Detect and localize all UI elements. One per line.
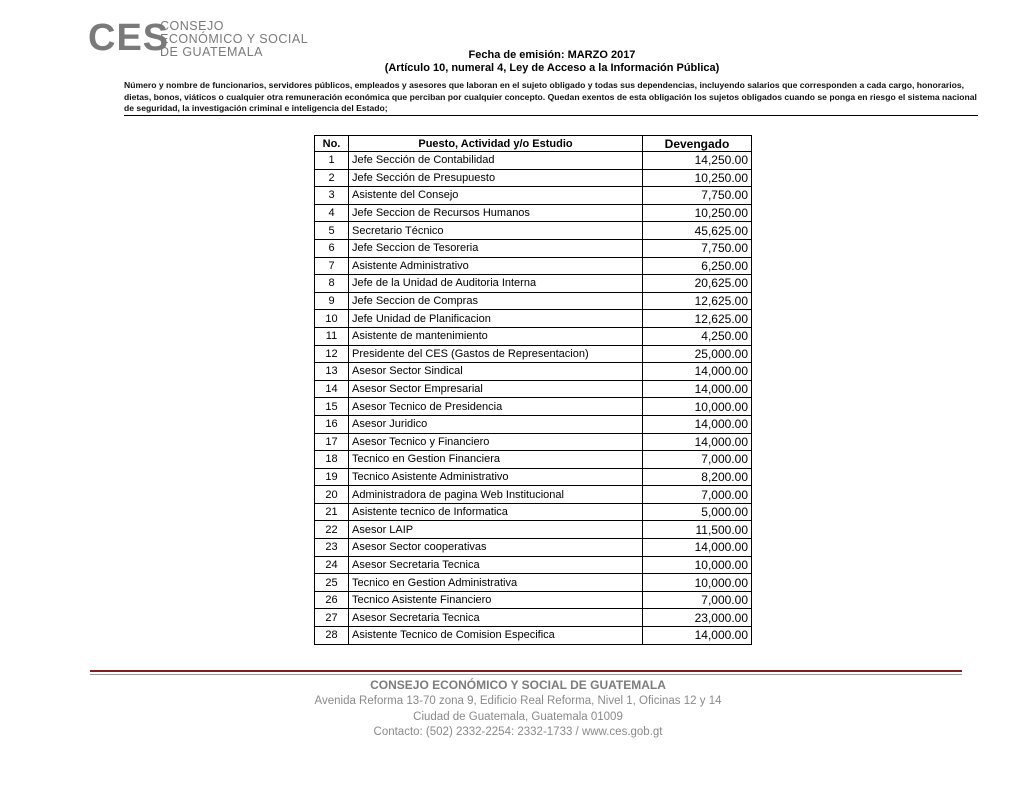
row-position: Tecnico Asistente Financiero xyxy=(349,591,643,609)
row-number: 15 xyxy=(315,398,349,416)
logo-line-3: DE GUATEMALA xyxy=(160,45,264,59)
row-number: 11 xyxy=(315,327,349,345)
row-number: 1 xyxy=(315,152,349,170)
footer-city: Ciudad de Guatemala, Guatemala 01009 xyxy=(413,711,623,723)
row-position: Asesor Sector cooperativas xyxy=(349,539,643,557)
table-body xyxy=(315,152,752,645)
row-position: Jefe Seccion de Compras xyxy=(349,292,643,310)
table-row xyxy=(315,169,752,187)
document-description: Número y nombre de funcionarios, servidores públicos, empleados y asesores que laboran en el sujeto obligado y todas sus dependencias, incluyendo salarios que corresponden a cada cargo, honorarios, dietas, bonos, viáticos o cualquier otra remuneración económica que perciban por cualquier concepto. Quedan exentos de esta obligación los sujetos obligados cuando se ponga en riesgo el sistema nacional de seguridad, la investigación criminal e inteligencia del Estado; xyxy=(124,80,977,113)
row-number: 19 xyxy=(315,468,349,486)
row-position: Tecnico en Gestion Financiera xyxy=(349,451,643,469)
issue-date-heading: Fecha de emisión: MARZO 2017 xyxy=(468,49,636,61)
row-earned: 7,000.00 xyxy=(643,591,752,609)
table-row xyxy=(315,521,752,539)
column-header-position: Puesto, Actividad y/o Estudio xyxy=(349,136,643,152)
row-number: 17 xyxy=(315,433,349,451)
row-earned: 14,000.00 xyxy=(643,539,752,557)
row-position: Jefe Unidad de Planificacion xyxy=(349,310,643,328)
table-row xyxy=(315,539,752,557)
table-row xyxy=(315,275,752,293)
row-position: Asesor Tecnico y Financiero xyxy=(349,433,643,451)
column-header-earned: Devengado xyxy=(643,136,752,152)
table-row xyxy=(315,591,752,609)
row-number: 18 xyxy=(315,451,349,469)
row-earned: 14,000.00 xyxy=(643,627,752,645)
footer-divider-gray xyxy=(90,674,962,675)
description-divider xyxy=(124,115,978,116)
table-header-row xyxy=(315,136,752,152)
row-number: 22 xyxy=(315,521,349,539)
row-position: Administradora de pagina Web Institucional xyxy=(349,486,643,504)
row-earned: 20,625.00 xyxy=(643,275,752,293)
table-row xyxy=(315,239,752,257)
row-position: Asesor Juridico xyxy=(349,415,643,433)
row-number: 12 xyxy=(315,345,349,363)
column-header-number: No. xyxy=(315,136,349,152)
row-earned: 7,000.00 xyxy=(643,486,752,504)
row-position: Asesor LAIP xyxy=(349,521,643,539)
row-earned: 10,000.00 xyxy=(643,556,752,574)
row-number: 20 xyxy=(315,486,349,504)
row-position: Asesor Sector Empresarial xyxy=(349,380,643,398)
row-earned: 7,750.00 xyxy=(643,239,752,257)
row-position: Jefe Sección de Contabilidad xyxy=(349,152,643,170)
row-position: Jefe de la Unidad de Auditoria Interna xyxy=(349,275,643,293)
row-number: 24 xyxy=(315,556,349,574)
row-earned: 14,000.00 xyxy=(643,363,752,381)
salary-table xyxy=(314,135,752,645)
row-position: Asesor Secretaria Tecnica xyxy=(349,556,643,574)
row-position: Asistente del Consejo xyxy=(349,187,643,205)
row-number: 23 xyxy=(315,539,349,557)
row-earned: 14,000.00 xyxy=(643,415,752,433)
table-row xyxy=(315,345,752,363)
table-row xyxy=(315,627,752,645)
table-row xyxy=(315,204,752,222)
row-earned: 10,250.00 xyxy=(643,169,752,187)
row-position: Asesor Tecnico de Presidencia xyxy=(349,398,643,416)
row-position: Tecnico en Gestion Administrativa xyxy=(349,574,643,592)
footer-contact: Contacto: (502) 2332-2254: 2332-1733 / www.ces.gob.gt xyxy=(373,726,663,738)
table-row xyxy=(315,574,752,592)
table-row xyxy=(315,468,752,486)
row-position: Asistente Tecnico de Comision Especifica xyxy=(349,627,643,645)
row-position: Asistente tecnico de Informatica xyxy=(349,503,643,521)
table-row xyxy=(315,486,752,504)
row-number: 8 xyxy=(315,275,349,293)
row-earned: 25,000.00 xyxy=(643,345,752,363)
row-position: Tecnico Asistente Administrativo xyxy=(349,468,643,486)
row-number: 7 xyxy=(315,257,349,275)
row-number: 14 xyxy=(315,380,349,398)
row-number: 6 xyxy=(315,239,349,257)
row-earned: 10,250.00 xyxy=(643,204,752,222)
table-row xyxy=(315,433,752,451)
row-position: Asistente de mantenimiento xyxy=(349,327,643,345)
table-row xyxy=(315,415,752,433)
row-position: Secretario Técnico xyxy=(349,222,643,240)
row-number: 4 xyxy=(315,204,349,222)
row-number: 25 xyxy=(315,574,349,592)
footer-organization: CONSEJO ECONÓMICO Y SOCIAL DE GUATEMALA xyxy=(370,678,666,692)
row-number: 3 xyxy=(315,187,349,205)
row-number: 27 xyxy=(315,609,349,627)
row-position: Asistente Administrativo xyxy=(349,257,643,275)
table-row xyxy=(315,152,752,170)
row-earned: 7,000.00 xyxy=(643,451,752,469)
table-row xyxy=(315,503,752,521)
row-earned: 10,000.00 xyxy=(643,398,752,416)
row-number: 13 xyxy=(315,363,349,381)
row-earned: 4,250.00 xyxy=(643,327,752,345)
table-row xyxy=(315,451,752,469)
row-position: Jefe Sección de Presupuesto xyxy=(349,169,643,187)
row-earned: 14,000.00 xyxy=(643,433,752,451)
row-earned: 14,000.00 xyxy=(643,380,752,398)
table-row xyxy=(315,380,752,398)
footer-address: Avenida Reforma 13-70 zona 9, Edificio Real Reforma, Nivel 1, Oficinas 12 y 14 xyxy=(314,695,722,707)
row-position: Jefe Seccion de Recursos Humanos xyxy=(349,204,643,222)
row-earned: 12,625.00 xyxy=(643,292,752,310)
row-earned: 10,000.00 xyxy=(643,574,752,592)
logo-abbreviation: CES xyxy=(88,17,170,59)
row-earned: 23,000.00 xyxy=(643,609,752,627)
table-row xyxy=(315,292,752,310)
table-row xyxy=(315,556,752,574)
legal-reference-heading: (Artículo 10, numeral 4, Ley de Acceso a la Información Pública) xyxy=(384,62,720,74)
row-earned: 6,250.00 xyxy=(643,257,752,275)
table-row xyxy=(315,609,752,627)
table-row xyxy=(315,257,752,275)
row-number: 2 xyxy=(315,169,349,187)
row-number: 10 xyxy=(315,310,349,328)
row-number: 21 xyxy=(315,503,349,521)
table-row xyxy=(315,398,752,416)
footer-divider-red xyxy=(90,670,962,672)
row-number: 9 xyxy=(315,292,349,310)
row-earned: 5,000.00 xyxy=(643,503,752,521)
logo-line-2: ECONÓMICO Y SOCIAL xyxy=(160,32,309,46)
row-position: Asesor Sector Sindical xyxy=(349,363,643,381)
table-row xyxy=(315,187,752,205)
row-number: 26 xyxy=(315,591,349,609)
row-earned: 45,625.00 xyxy=(643,222,752,240)
row-number: 28 xyxy=(315,627,349,645)
row-earned: 8,200.00 xyxy=(643,468,752,486)
row-number: 16 xyxy=(315,415,349,433)
row-earned: 11,500.00 xyxy=(643,521,752,539)
table-row xyxy=(315,327,752,345)
table-row xyxy=(315,222,752,240)
row-position: Jefe Seccion de Tesoreria xyxy=(349,239,643,257)
row-position: Presidente del CES (Gastos de Representacion) xyxy=(349,345,643,363)
row-number: 5 xyxy=(315,222,349,240)
table-row xyxy=(315,363,752,381)
row-earned: 14,250.00 xyxy=(643,152,752,170)
table-row xyxy=(315,310,752,328)
row-position: Asesor Secretaria Tecnica xyxy=(349,609,643,627)
row-earned: 12,625.00 xyxy=(643,310,752,328)
logo-line-1: CONSEJO xyxy=(160,19,224,33)
row-earned: 7,750.00 xyxy=(643,187,752,205)
